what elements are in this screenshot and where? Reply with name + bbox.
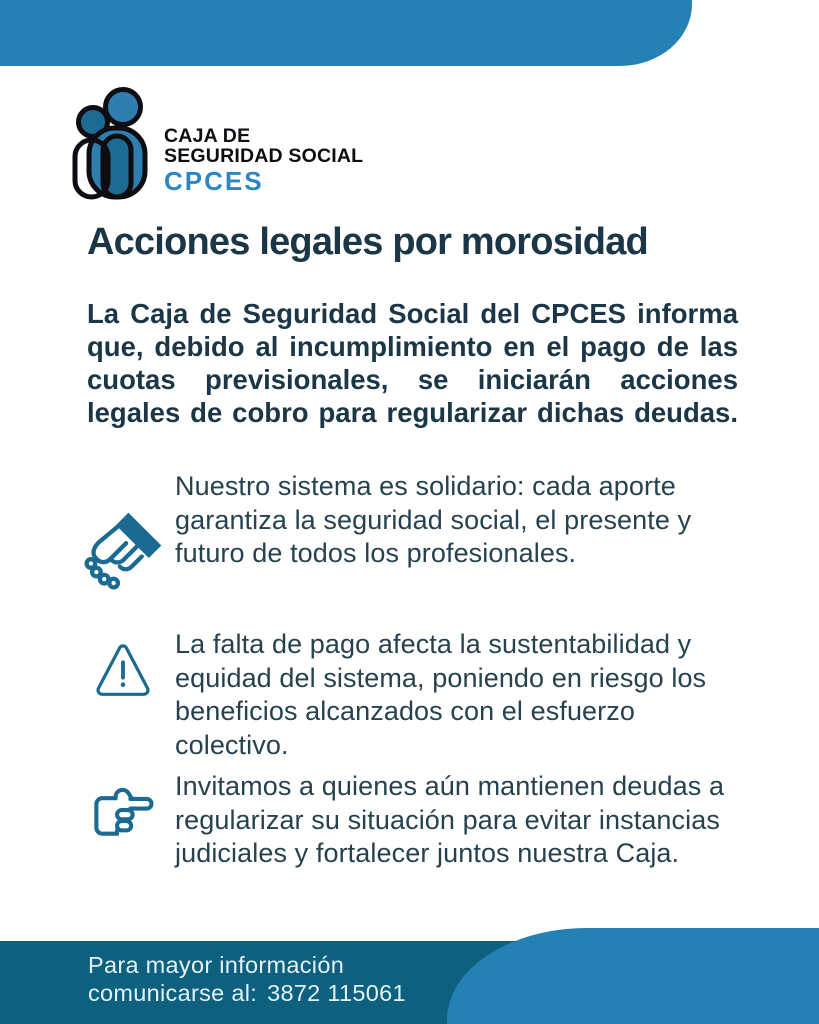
item-text: La falta de pago afecta la sustentabilidad y equidad del sistema, poniendo en riesgo los beneficios alcanzados con el esfuerzo colectivo.: [175, 629, 707, 760]
cpces-people-icon: [66, 86, 156, 200]
item-text: Invitamos a quienes aún mantienen deudas a regularizar su situación para evitar instancias judiciales y fortalecer juntos nuestra Caja.: [175, 771, 725, 868]
logo-line2: SEGURIDAD SOCIAL: [164, 145, 364, 168]
logo-line3-cpces: CPCES: [164, 165, 264, 196]
intro-paragraph: La Caja de Seguridad Social del CPCES informa que, debido al incumplimiento en el pago de las cuotas previsionales, se iniciarán acciones legales de cobro para regularizar dichas deudas.: [87, 298, 738, 428]
warning-triangle-icon: [70, 638, 175, 702]
list-item: [70, 470, 745, 594]
item-text: Nuestro sistema es solidario: cada aporte garantiza la seguridad social, el presente y futuro de todos los profesionales.: [175, 471, 692, 568]
footer-line1: Para mayor información: [88, 952, 345, 978]
footer-contact: [88, 952, 406, 1007]
list-item: [70, 770, 745, 871]
list-item: [70, 628, 745, 762]
footer-line2-label: comunicarse al:: [88, 979, 258, 1006]
footer-bar: [0, 941, 819, 1024]
footer-corner-shape: [447, 928, 819, 1024]
page-title: Acciones legales por morosidad: [87, 221, 648, 263]
logo: [66, 86, 363, 200]
logo-line1: CAJA DE: [164, 125, 251, 147]
header-bar: [0, 0, 692, 66]
logo-text: [164, 126, 363, 195]
footer-line2: [88, 980, 406, 1008]
pointing-hand-icon: [70, 776, 175, 850]
handshake-icon: [70, 508, 175, 594]
footer-phone-number: 3872 115061: [267, 979, 406, 1006]
